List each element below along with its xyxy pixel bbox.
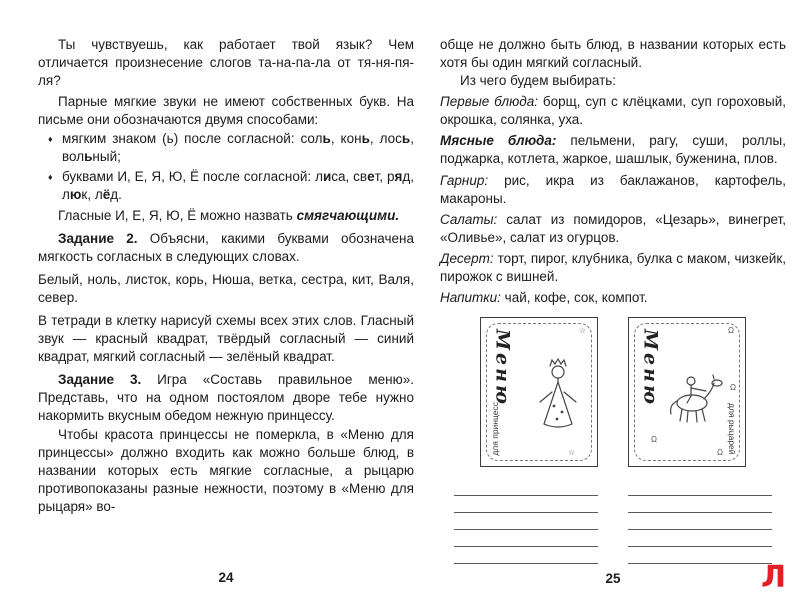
task-3-paragraph: Задание 3. Игра «Составь правильное меню». Представь, что на одном постоялом дворе тебе нужно накормить вкусным обедом нежную принцессу.: [38, 372, 414, 424]
writing-line: [454, 513, 598, 530]
writing-line: [454, 530, 598, 547]
choose-from-paragraph: Из чего будем выбирать:: [460, 73, 617, 89]
menu-salads: Салаты: салат из помидоров, «Цезарь», винегрет, «Оливье», салат из огурцов.: [440, 211, 786, 245]
softening-vowels-paragraph: Гласные И, Е, Я, Ю, Ё можно назвать смягчающими.: [58, 207, 400, 223]
menu-card-knight: [628, 317, 746, 467]
task-2-paragraph: Задание 2. Объясни, какими буквами обозначена мягкость согласных в следующих словах.: [38, 230, 414, 264]
star-decoration-icon: ☆: [578, 326, 586, 336]
horseshoe-icon: Ω: [651, 435, 657, 445]
task-3-continuation-paragraph: Чтобы красота принцессы не померкла, в «Меню для принцессы» должно входить как можно больше блюд, в названии которых есть мягкие согласные, а рыцарю противопоказаны разные нежности, поэтому в «Меню для рыцаря» во-: [38, 426, 414, 514]
intro-question-paragraph: Ты чувствуешь, как работает твой язык? Чем отличается произнесение слогов та-на-па-ла от тя-ня-пя-ля?: [38, 37, 414, 89]
card-label-knight: для рыцарей: [727, 402, 737, 455]
rule-paragraph: Парные мягкие звуки не имеют собственных букв. На письме они обозначаются двумя способами:: [38, 94, 414, 128]
menu-card-frame: [486, 323, 592, 461]
diamond-bullet-icon: ♦: [48, 134, 53, 145]
writing-line: [454, 496, 598, 513]
writing-line: [628, 530, 772, 547]
writing-line: [628, 547, 772, 564]
bullet-item-vowel-letters: [38, 168, 414, 204]
horseshoe-icon: Ω: [730, 383, 736, 393]
bullet-text: буквами И, Е, Я, Ю, Ё после согласной: лиса, свет, ряд, люк, лёд.: [62, 168, 414, 202]
page-number-left: 24: [218, 569, 234, 585]
page-number-right: 25: [605, 571, 621, 587]
diamond-bullet-icon: ♦: [48, 171, 53, 182]
menu-first-courses: Первые блюда: борщ, суп с клёцками, суп гороховый, окрошка, солянка, уха.: [440, 94, 786, 128]
bullet-text: мягким знаком (ь) после согласной: соль, конь, лось, вольный;: [62, 131, 414, 165]
menu-card-princess: [480, 317, 598, 467]
menu-drinks: Напитки: чай, кофе, сок, компот.: [440, 290, 648, 306]
schemes-instruction-paragraph: В тетради в клетку нарисуй схемы всех этих слов. Гласный звук — красный квадрат, твёрдый согласный — синий квадрат, мягкий согласный — зелёный квадрат.: [38, 313, 414, 365]
horseshoe-icon: Ω: [717, 448, 723, 458]
writing-line: [628, 479, 772, 496]
writing-line: [628, 513, 772, 530]
page-24: [38, 36, 414, 599]
menu-dessert: Десерт: торт, пирог, клубника, булка с маком, чизкейк, пирожок с вишней.: [440, 250, 786, 284]
menu-card-frame: [634, 323, 740, 461]
knight-on-horse-illustration: [661, 368, 727, 424]
labirint-logo: Л: [761, 560, 786, 595]
bullet-item-soft-sign: [38, 130, 414, 166]
menu-title: Меню: [491, 329, 514, 408]
menu-title: Меню: [639, 329, 662, 408]
word-list-paragraph: Белый, ноль, листок, корь, Нюша, ветка, сестра, кит, Валя, север.: [38, 271, 414, 306]
menu-garnish: Гарнир: рис, икра из баклажанов, картофель, макароны.: [440, 172, 786, 206]
writing-line: [628, 496, 772, 513]
continuation-paragraph: обще не должно быть блюд, в названии которых есть хотя бы один мягкий согласный.: [440, 37, 786, 71]
horseshoe-icon: Ω: [728, 326, 734, 336]
card-label-princess: для принцесс: [490, 402, 500, 457]
princess-illustration: [533, 356, 579, 436]
writing-line: [454, 479, 598, 496]
writing-lines-left: [454, 479, 598, 564]
writing-lines-right: [628, 479, 772, 564]
writing-lines: [440, 479, 786, 564]
page-25: [440, 36, 786, 599]
menu-cards: [440, 317, 786, 467]
writing-line: [454, 547, 598, 564]
star-decoration-icon: ☆: [567, 448, 575, 458]
menu-meat-courses: Мясные блюда: пельмени, рагу, суши, роллы, поджарка, котлета, жаркое, шашлык, буженина, плов.: [440, 133, 786, 167]
